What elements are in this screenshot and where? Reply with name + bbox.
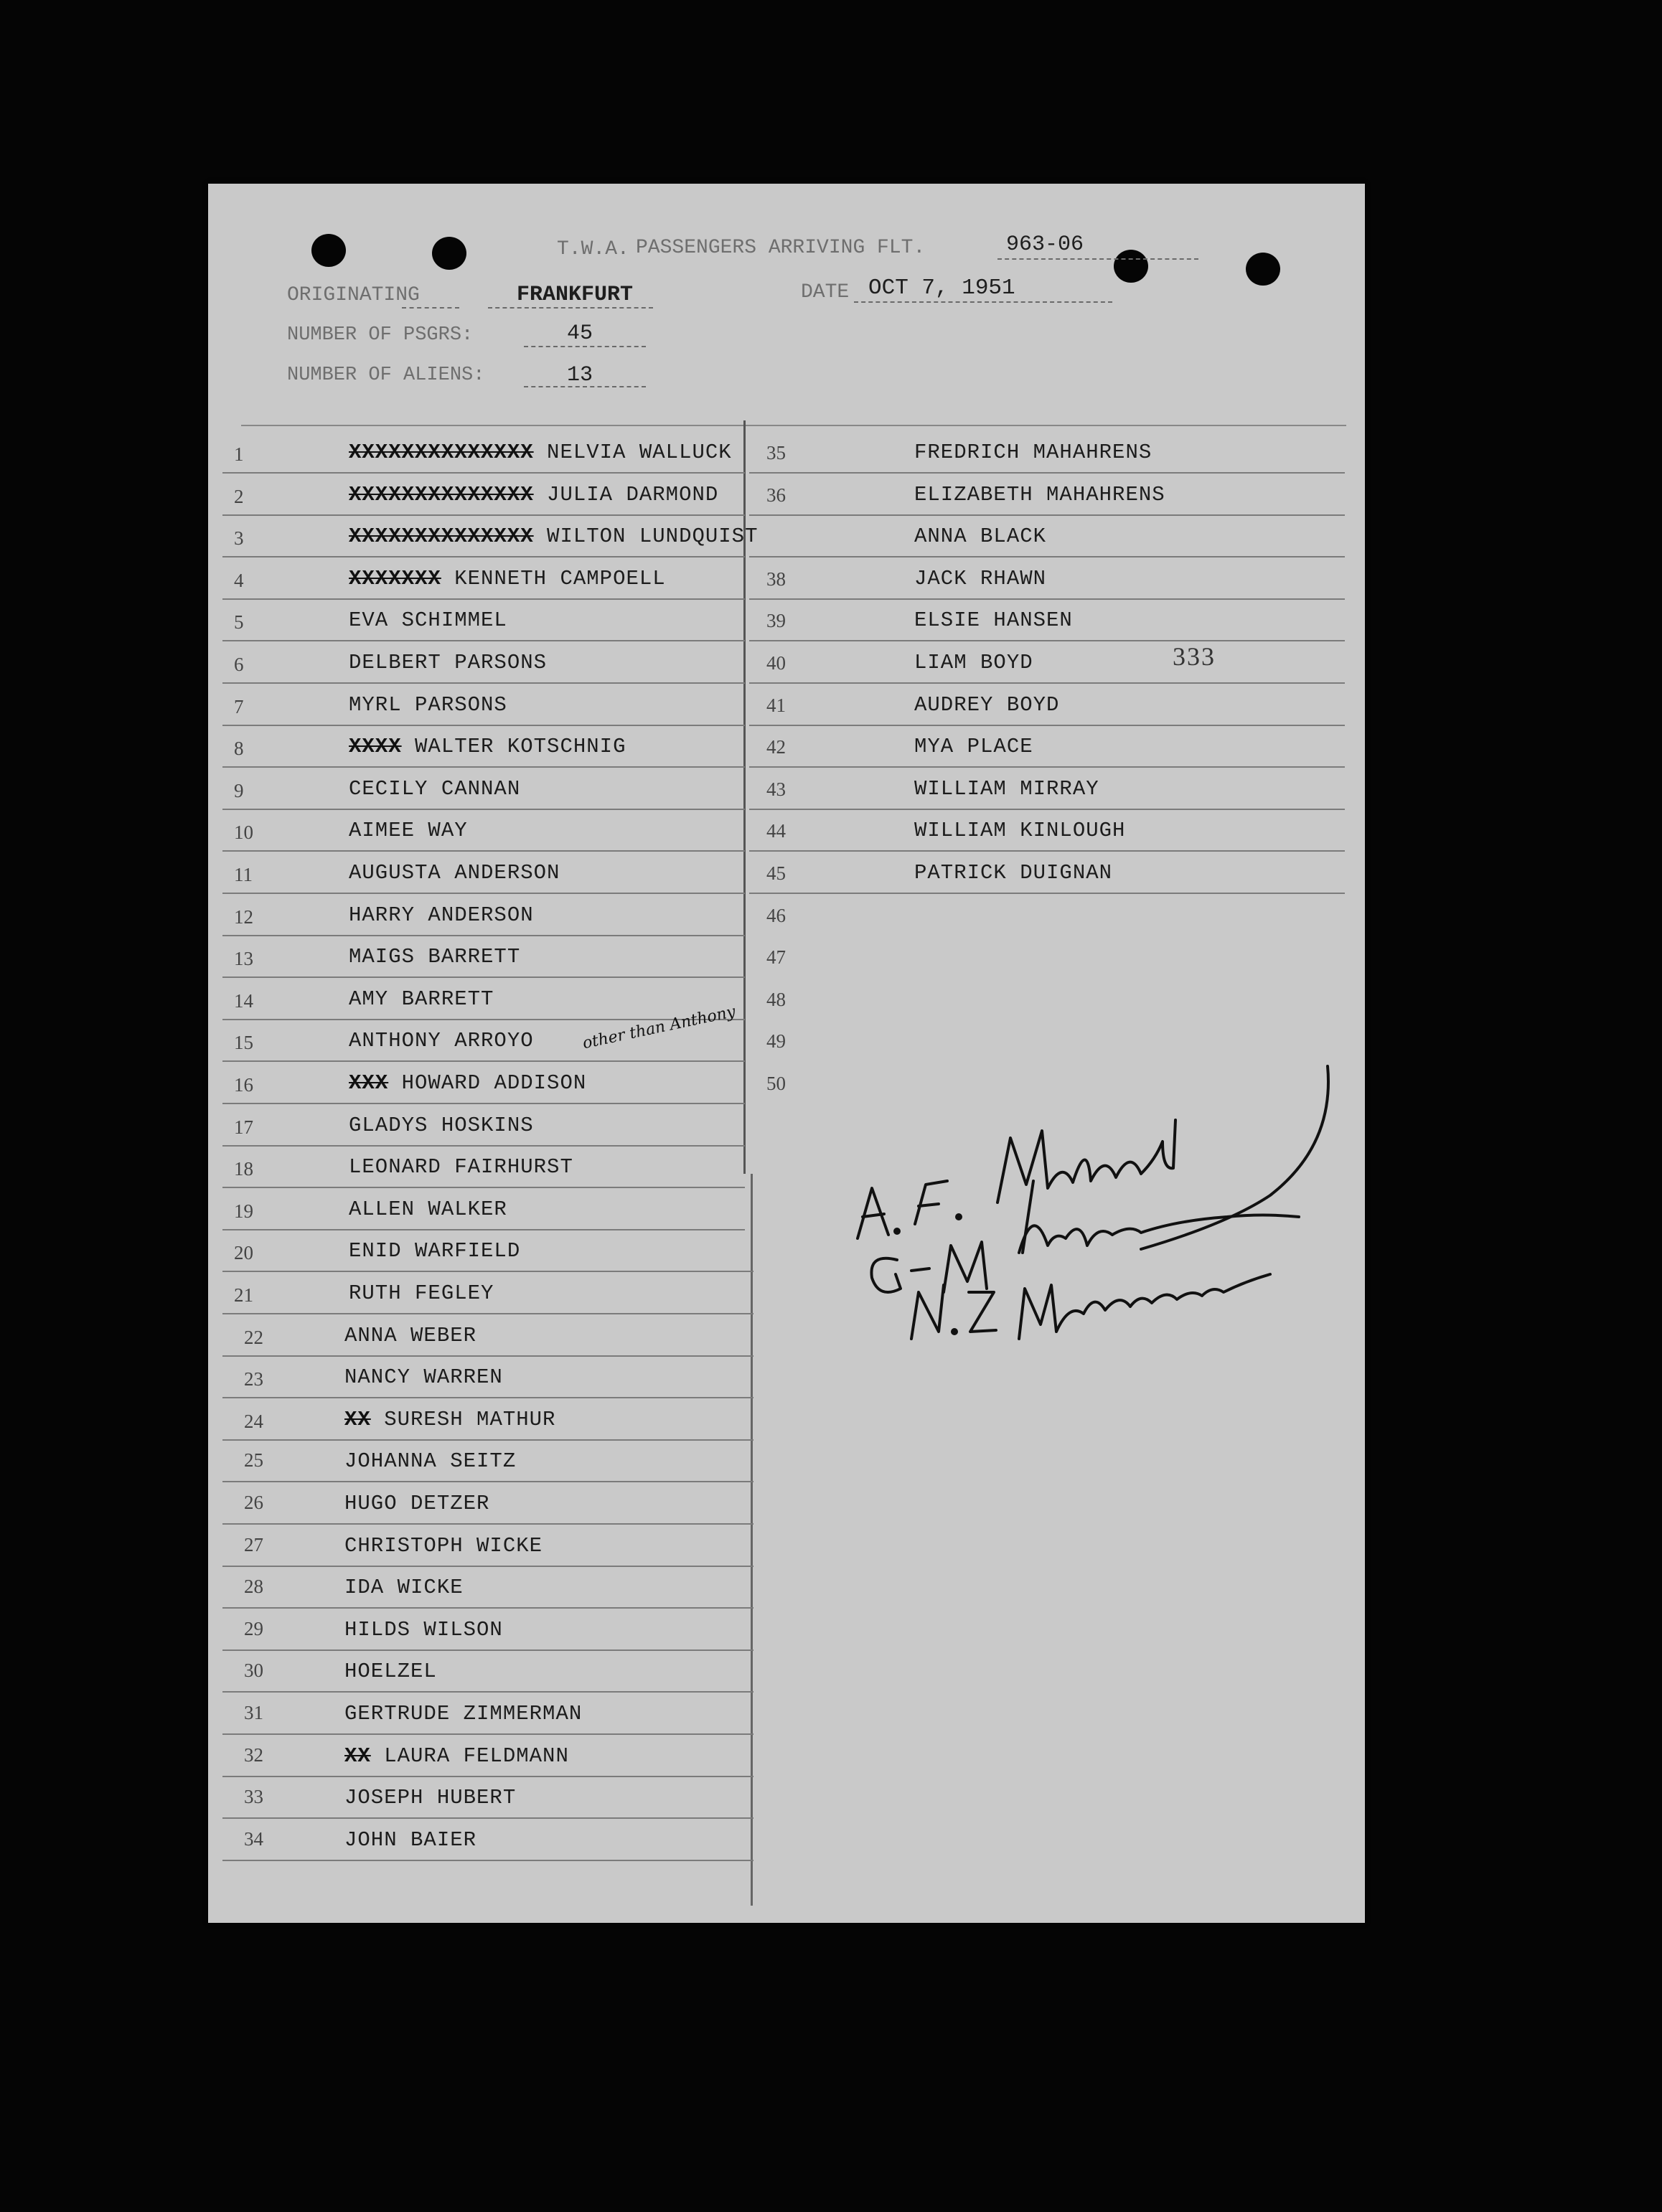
row-number: 9 bbox=[234, 779, 244, 801]
passenger-name: LIAM BOYD bbox=[914, 651, 1033, 674]
row-number: 12 bbox=[234, 905, 253, 928]
row-number: 33 bbox=[244, 1786, 263, 1808]
row-number: 23 bbox=[244, 1368, 263, 1390]
row-number: 32 bbox=[244, 1743, 263, 1766]
row-number: 29 bbox=[244, 1617, 263, 1639]
row-number: 24 bbox=[244, 1410, 263, 1432]
passenger-name: JOSEPH HUBERT bbox=[344, 1786, 517, 1810]
airline-prefix: T.W.A. bbox=[557, 238, 629, 260]
passenger-name: WILTON LUNDQUIST bbox=[547, 524, 759, 549]
passenger-name: AUGUSTA ANDERSON bbox=[349, 861, 560, 885]
row-number: 7 bbox=[234, 695, 244, 717]
passenger-name: IDA WICKE bbox=[344, 1576, 464, 1600]
psgrs-count: 45 bbox=[567, 321, 593, 346]
passenger-name: WILLIAM MIRRAY bbox=[914, 776, 1099, 801]
passenger-name: ELSIE HANSEN bbox=[914, 608, 1073, 633]
passenger-name: KENNETH CAMPOELL bbox=[454, 566, 666, 590]
row-number: 45 bbox=[766, 862, 786, 884]
passenger-name: ANNA BLACK bbox=[914, 524, 1047, 549]
passenger-name: MAIGS BARRETT bbox=[349, 945, 521, 969]
row-number: 46 bbox=[766, 904, 786, 926]
row-number: 11 bbox=[234, 864, 253, 885]
passenger-name: GERTRUDE ZIMMERMAN bbox=[344, 1702, 583, 1726]
struck-out-text: XXXXXXXXXXXXXX bbox=[349, 524, 534, 549]
passenger-name: ANNA WEBER bbox=[344, 1323, 477, 1347]
struck-out-text: XX bbox=[344, 1407, 371, 1431]
passenger-name: NELVIA WALLUCK bbox=[547, 441, 732, 464]
row-number: 10 bbox=[234, 822, 253, 844]
struck-out-text: XXX bbox=[349, 1071, 389, 1095]
row-number: 5 bbox=[234, 611, 244, 634]
row-number: 34 bbox=[244, 1827, 263, 1850]
aliens-label: NUMBER OF ALIENS: bbox=[287, 364, 485, 386]
row-number: 1 bbox=[234, 443, 244, 465]
passenger-name: JOHN BAIER bbox=[344, 1827, 477, 1852]
row-number: 28 bbox=[244, 1576, 263, 1598]
passenger-name: HARRY ANDERSON bbox=[349, 903, 534, 927]
struck-out-text: XX bbox=[344, 1743, 371, 1768]
row-number: 20 bbox=[234, 1242, 253, 1264]
struck-out-text: XXXXXXXXXXXXXX bbox=[349, 482, 534, 507]
passenger-name: ANTHONY ARROYO bbox=[349, 1029, 534, 1053]
row-number: 6 bbox=[234, 654, 244, 675]
passenger-name: WALTER KOTSCHNIG bbox=[415, 735, 626, 759]
passenger-name: RUTH FEGLEY bbox=[349, 1281, 494, 1305]
passenger-name: HILDS WILSON bbox=[344, 1617, 503, 1642]
row-number: 38 bbox=[766, 568, 786, 590]
passenger-name: HUGO DETZER bbox=[344, 1492, 490, 1515]
passenger-name: CHRISTOPH WICKE bbox=[344, 1533, 543, 1558]
passenger-name: CECILY CANNAN bbox=[349, 776, 521, 801]
row-number: 50 bbox=[766, 1073, 786, 1094]
row-number: 36 bbox=[766, 484, 786, 506]
passenger-name: LEONARD FAIRHURST bbox=[349, 1155, 573, 1180]
passenger-name: DELBERT PARSONS bbox=[349, 651, 548, 674]
row-number: 39 bbox=[766, 610, 786, 632]
row-number: 42 bbox=[766, 736, 786, 758]
passenger-name: SURESH MATHUR bbox=[384, 1407, 556, 1431]
passenger-name: GLADYS HOSKINS bbox=[349, 1113, 534, 1137]
originating-label: ORIGINATING bbox=[287, 284, 420, 306]
psgrs-label: NUMBER OF PSGRS: bbox=[287, 324, 474, 346]
struck-out-text: XXXX bbox=[349, 735, 402, 759]
manifest-sheet bbox=[208, 184, 1365, 1923]
row-number: 14 bbox=[234, 989, 253, 1012]
row-number: 2 bbox=[234, 485, 244, 507]
struck-out-text: XXXXXXXXXXXXXX bbox=[349, 441, 534, 464]
passenger-name: AMY BARRETT bbox=[349, 987, 494, 1011]
passenger-name: MYA PLACE bbox=[914, 735, 1033, 759]
passenger-name: HOELZEL bbox=[344, 1660, 437, 1684]
passenger-name: ELIZABETH MAHAHRENS bbox=[914, 482, 1165, 507]
flight-number: 963-06 bbox=[1006, 232, 1084, 257]
passenger-name: JACK RHAWN bbox=[914, 566, 1047, 590]
row-number: 4 bbox=[234, 569, 244, 591]
passenger-name: NANCY WARREN bbox=[344, 1365, 503, 1390]
passenger-name: JULIA DARMOND bbox=[547, 482, 719, 507]
passenger-name: JOHANNA SEITZ bbox=[344, 1449, 517, 1474]
row-number: 27 bbox=[244, 1533, 263, 1556]
row-number: 31 bbox=[244, 1702, 263, 1723]
stamp-number: 333 bbox=[1173, 642, 1216, 671]
passenger-name: HOWARD ADDISON bbox=[401, 1071, 587, 1095]
row-number: 19 bbox=[234, 1200, 253, 1222]
manifest-title: PASSENGERS ARRIVING FLT. bbox=[636, 237, 926, 259]
margin-note-row-15: other than Anthony bbox=[581, 1002, 738, 1053]
passenger-name: AIMEE WAY bbox=[349, 819, 468, 843]
row-number: 18 bbox=[234, 1158, 253, 1180]
row-number: 47 bbox=[766, 946, 786, 969]
row-number: 43 bbox=[766, 778, 786, 800]
row-number: 49 bbox=[766, 1030, 786, 1053]
passenger-name: ALLEN WALKER bbox=[349, 1197, 507, 1221]
row-number: 41 bbox=[766, 694, 786, 716]
row-number: 22 bbox=[244, 1326, 263, 1348]
passenger-name: LAURA FELDMANN bbox=[384, 1743, 569, 1768]
passenger-name: ENID WARFIELD bbox=[349, 1239, 521, 1263]
aliens-count: 13 bbox=[567, 363, 593, 387]
date-label: DATE bbox=[801, 281, 850, 303]
flight-date: OCT 7, 1951 bbox=[868, 276, 1015, 301]
row-number: 26 bbox=[244, 1492, 263, 1513]
passenger-name: FREDRICH MAHAHRENS bbox=[914, 441, 1152, 464]
row-number: 25 bbox=[244, 1449, 263, 1472]
row-number: 40 bbox=[766, 652, 786, 674]
passenger-name: EVA SCHIMMEL bbox=[349, 608, 507, 633]
row-number: 48 bbox=[766, 988, 786, 1010]
row-number: 3 bbox=[234, 527, 244, 550]
row-number: 35 bbox=[766, 442, 786, 463]
passenger-name: PATRICK DUIGNAN bbox=[914, 861, 1113, 885]
row-number: 30 bbox=[244, 1660, 263, 1682]
row-number: 17 bbox=[234, 1116, 253, 1138]
passenger-name: WILLIAM KINLOUGH bbox=[914, 819, 1126, 843]
row-number: 21 bbox=[234, 1284, 253, 1306]
row-number: 15 bbox=[234, 1032, 253, 1054]
passenger-name: MYRL PARSONS bbox=[349, 692, 507, 717]
row-number: 8 bbox=[234, 738, 244, 760]
passenger-name: AUDREY BOYD bbox=[914, 692, 1060, 717]
row-number: 16 bbox=[234, 1074, 253, 1096]
handwritten-signatures bbox=[208, 184, 1365, 1923]
struck-out-text: XXXXXXX bbox=[349, 566, 441, 590]
originating-city: FRANKFURT bbox=[517, 283, 634, 307]
row-number: 13 bbox=[234, 948, 253, 970]
row-number: 44 bbox=[766, 820, 786, 842]
